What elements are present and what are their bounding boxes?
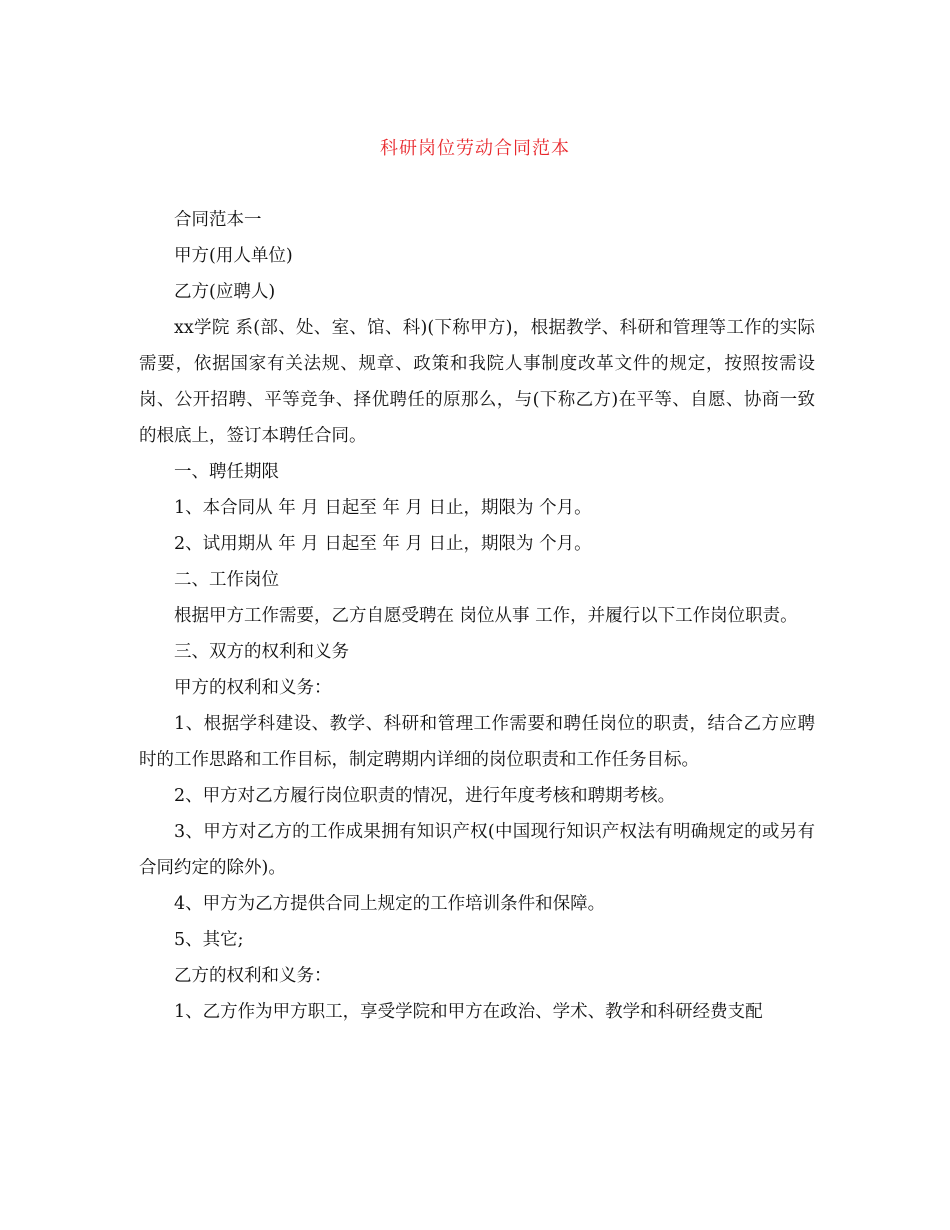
paragraph: 3、甲方对乙方的工作成果拥有知识产权(中国现行知识产权法有明确规定的或另有合同约定的除外)。 [139,822,815,878]
paragraph: 4、甲方为乙方提供合同上规定的工作培训条件和保障。 [174,894,606,914]
paragraph: 5、其它; [174,930,244,950]
paragraph: 2、试用期从 年 月 日起至 年 月 日止，期限为 个月。 [174,534,592,554]
paragraph: 1、乙方作为甲方职工，享受学院和甲方在政治、学术、教学和科研经费支配 [174,1002,763,1022]
document-title: 科研岗位劳动合同范本 [380,138,570,159]
section-heading: 二、工作岗位 [174,570,279,590]
paragraph: xx学院 系(部、处、室、馆、科)(下称甲方)，根据教学、科研和管理等工作的实际需要，依据国家有关法规、规章、政策和我院人事制度改革文件的规定，按照按需设岗、公开招聘、平等竞争、择优聘任的原那么，与(下称乙方)在平等、自愿、协商一致的根底上，签订本聘任合同。 [139,318,815,446]
paragraph: 1、本合同从 年 月 日起至 年 月 日止，期限为 个月。 [174,498,592,518]
paragraph: 乙方(应聘人) [174,282,276,302]
document-body [139,202,815,1030]
section-heading: 一、聘任期限 [174,462,279,482]
paragraph: 甲方(用人单位) [174,246,293,266]
paragraph: 根据甲方工作需要，乙方自愿受聘在 岗位从事 工作，并履行以下工作岗位职责。 [174,606,798,626]
section-heading: 三、双方的权利和义务 [174,642,349,662]
paragraph: 1、根据学科建设、教学、科研和管理工作需要和聘任岗位的职责，结合乙方应聘时的工作思路和工作目标，制定聘期内详细的岗位职责和工作任务目标。 [139,714,815,770]
paragraph: 甲方的权利和义务： [174,678,332,698]
paragraph: 乙方的权利和义务： [174,966,332,986]
paragraph: 合同范本一 [174,210,262,230]
paragraph: 2、甲方对乙方履行岗位职责的情况，进行年度考核和聘期考核。 [174,786,676,806]
